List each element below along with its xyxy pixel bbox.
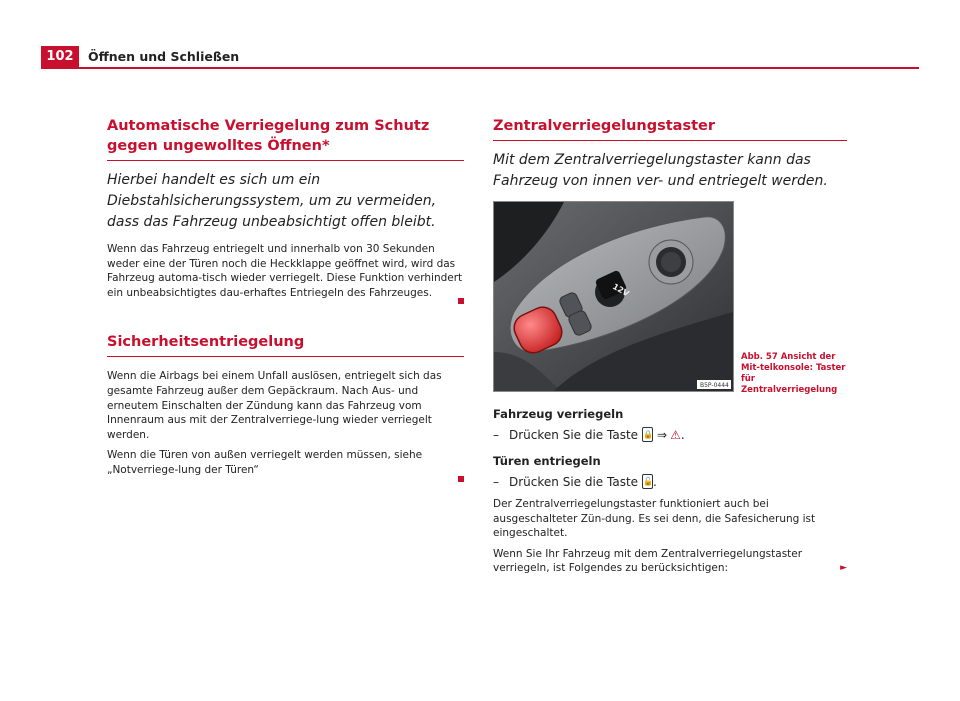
- body-considerations-text: Wenn Sie Ihr Fahrzeug mit dem Zentralverriegelungstaster verriegeln, ist Folgendes zu berücksichtigen:: [493, 547, 803, 575]
- section-title-central-lock: Zentralverriegelungstaster: [493, 116, 847, 141]
- end-marker: [458, 476, 464, 482]
- body-ignition: Der Zentralverriegelungstaster funktioniert auch bei ausgeschalteter Zün-dung. Es sei denn, die Safesicherung ist eingeschaltet.: [493, 498, 816, 540]
- page-number: 102: [41, 46, 79, 68]
- figure-block: [493, 201, 847, 395]
- left-column: [107, 116, 464, 482]
- section-body-safety-unlock-2: Wenn die Türen von außen verriegelt werden müssen, siehe „Notverriege-lung der Türen“: [107, 449, 423, 476]
- unlock-key-icon: 🔓: [642, 474, 653, 489]
- step-unlock: – Drücken Sie die Taste 🔓 .: [493, 474, 657, 489]
- section-title-auto-lock: Automatische Verriegelung zum Schutz gegen ungewolltes Öffnen*: [107, 116, 464, 161]
- figure-code: B5P-0444: [700, 382, 729, 389]
- console-illustration: [494, 202, 733, 391]
- continue-arrow-icon: ►: [840, 563, 847, 574]
- header-rule: [41, 67, 919, 69]
- socket-label: 12V: [611, 281, 631, 299]
- section-body-safety-unlock-1: Wenn die Airbags bei einem Unfall auslösen, entriegelt sich das gesamte Fahrzeug außer dem Gepäckraum. Nach Aus- und erneutem Einschalten der Zündung kann das Fahrzeug vom Innenraum aus mit der Zentralverriege-lung wieder verriegelt werden.: [107, 370, 442, 441]
- section-lead-auto-lock: Hierbei handelt es sich um ein Diebstahlsicherungssystem, um zu vermeiden, dass das Fahrzeug unbeabsichtigt offen bleibt.: [107, 172, 437, 230]
- console-figure: [493, 201, 734, 392]
- body-considerations: [493, 547, 847, 576]
- chapter-title: Öffnen und Schließen: [88, 49, 240, 64]
- end-marker: [458, 298, 464, 304]
- list-dash: –: [493, 474, 499, 489]
- section-lead-central-lock: Mit dem Zentralverriegelungstaster kann das Fahrzeug von innen ver- und entriegelt werden.: [493, 152, 828, 189]
- figure-caption: Abb. 57 Ansicht der Mit-telkonsole: Taster für Zentralverriegelung: [741, 352, 846, 395]
- arrow-icon: ⇒: [657, 427, 668, 442]
- list-dash: –: [493, 427, 499, 442]
- step-lock: – Drücken Sie die Taste 🔒 ⇒ ⚠ .: [493, 427, 685, 442]
- subsection-unlock-doors: Türen entriegeln: [493, 454, 601, 468]
- step-lock-text: Drücken Sie die Taste: [509, 427, 639, 442]
- right-column: [493, 116, 847, 582]
- section-title-safety-unlock: Sicherheitsentriegelung: [107, 332, 464, 357]
- section-body-auto-lock: Wenn das Fahrzeug entriegelt und innerhalb von 30 Sekunden weder eine der Türen noch die Heckklappe geöffnet wird, wird das Fahrzeug automa-tisch wieder verriegelt. Diese Funktion verhindert ein unbeabsichtigtes dau-erhaftes Entriegeln des Fahrzeuges.: [107, 243, 463, 299]
- subsection-lock-vehicle: Fahrzeug verriegeln: [493, 407, 624, 421]
- step-unlock-text: Drücken Sie die Taste: [509, 474, 639, 489]
- warning-icon: ⚠: [670, 427, 681, 442]
- lock-key-icon: 🔒: [642, 427, 653, 442]
